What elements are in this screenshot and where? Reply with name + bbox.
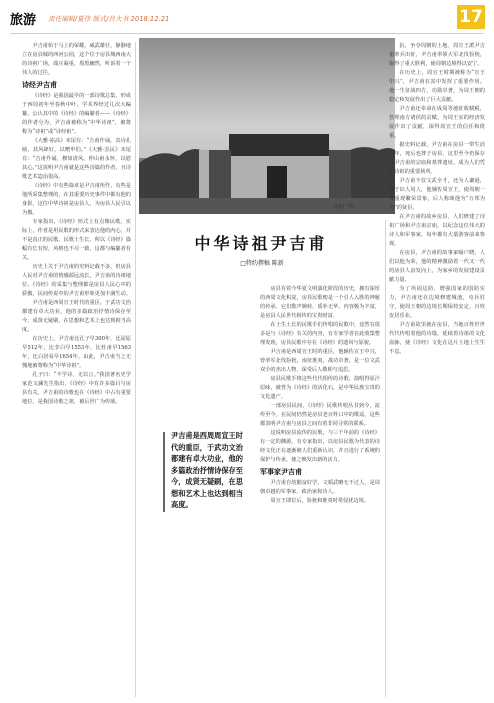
paragraph: 尹吉甫自幼勤奋好学，文韬武略无不过人，是周朝卓越的军事家、政治家和诗人。 — [260, 480, 380, 495]
paragraph: 尹吉甫还奉命在成周等地征收赋税，管理南方诸侯的贡赋，为周王室的经济发展作出了贡献，深得周宣王的信任和倚重。 — [389, 106, 485, 139]
masthead-info: 责任编辑/夏伟 版式/吕大书 2018.12.21 — [48, 15, 170, 23]
paragraph: 历史上关于尹吉甫的史料记载不多，但房县人民对尹吉甫的情感源远流长，尹吉甫的诗祖地位、《诗经》的采集与整理都是房县人民心中的骄傲，民间传说中的尹吉甫形象更加丰满生动。 — [22, 264, 131, 297]
paragraph: 为了巩固边防，增强国家的国防实力，尹吉甫还在边境修建城池，屯兵驻守，使周王朝的边境长期保持安定，百姓安居乐业。 — [389, 286, 485, 319]
paragraph: 尹吉甫故里就在房县，当地百姓世世代代传唱着他的诗篇，延续着诗祖的文化血脉，使《诗经》文化在这片土地上生生不息。 — [389, 322, 485, 355]
paragraph: 在房县，尹吉甫的故事家喻户晓，人们以他为荣，他的精神激励着一代又一代的房县人奋发向上，为家乡的发展建设贡献力量。 — [389, 250, 485, 283]
paragraph: 在尹吉甫的故乡房县，人们修建了诗祖广场和尹吉甫宗庙，以纪念这位伟大的诗人和军事家，每年都有大量游客前来参观。 — [389, 214, 485, 247]
paragraph: 《大雅·崧高》末尾有：“吉甫作诵，其诗孔硕，其风肆好，以赠申伯。”《大雅·烝民》末尾有：“吉甫作诵，穆如清风。仲山甫永怀，以慰其心。”这说明尹吉甫就是这些诗篇的作者，且诗歌艺术造诣很高。 — [22, 138, 131, 180]
header-rule — [10, 33, 484, 34]
article-byline: □特约撰稿 陈新 — [240, 260, 284, 267]
paragraph: 抗，争夺周朝的土地。周宣王派尹吉甫率兵出征，尹吉甫率领大军北伐猃狁，取得了重大胜利，使周朝边境得以安宁。 — [389, 43, 485, 67]
paragraph: 房县有着今华夏文明演化阶段的历史，拥有深厚的西周文化积淀，房县民歌便是一个引人入胜的神秘的传承。它们歌声婉转，质朴无华，内容极为丰富，是房县人民世代相传的宝贵财富。 — [260, 286, 380, 319]
paragraph: 在历史上，周宣王时期被称为“宣王中兴”，尹吉甫在其中发挥了重要作用。他一生征战四方，功勋卓著，为周王朝的稳定和发展作出了巨大贡献。 — [389, 70, 485, 103]
paragraph: 尹吉甫是西周宣王时的重臣，他辅佐宣王中兴，曾率军北伐猃狁，南征淮夷，战功卓著，是一位文武双全的杰出人物，深受后人敬仰与追思。 — [260, 349, 380, 373]
column-middle — [260, 285, 380, 697]
photo-illustration — [139, 38, 395, 214]
paragraph: 这说明房县流传的民歌，与三千年前的《诗经》有一定的渊源，有专家指出，以房县民歌为代表的诗经文化正在逐渐被人们重新认识，并且进行了系统的保护与传承，使之焕发出新的活力。 — [260, 430, 380, 463]
paragraph: 尹吉甫是西周宣王时代的重臣，于武功文治都建有卓大功业，他的多篇政治抒情诗保存至今，成贤无疑刷，在思想和艺术上也达到相当高度。 — [22, 300, 131, 333]
hero-photo — [139, 38, 395, 214]
column-right — [389, 42, 485, 697]
paragraph: 尹吉甫不仅文武全才，还为人谦逊，善于识人用人，他辅佐周宣王，使周朝一度重现繁荣景象，后人称颂他为“万邦为宪”的贤臣。 — [389, 178, 485, 211]
pull-quote-bar — [163, 432, 165, 512]
paragraph: 据史料记载，尹吉甫在房县一带生活多年，死后也葬于房县，这里至今仍保存有尹吉甫的宗庙和墓葬遗址，成为人们凭吊诗祖的重要场所。 — [389, 142, 485, 175]
paragraph: 周宣王即位后，猃狁和淮夷时常侵扰边境。 — [270, 498, 369, 504]
paragraph: 房县民歌手将这些代代相传的诗歌，演唱得原汁原味，被誉为《诗经》的活化石，是中华民族宝贵的文化遗产。 — [260, 376, 380, 400]
paragraph: 尹吉甫始于马上的荣耀，威武雄壮，静静地立在房县城的西河公园，这个位于房县城西南大的诗祖广场，端庄凝重，墨黑幽然，听诉着一个伟人的过往。 — [22, 43, 131, 76]
paragraph: 一部房县民间，《诗经》民歌传唱丛书到今，流传至今，在民间仍然是房县老百姓口中的歌谣，这些都表明尹吉甫与房县之间有着非同寻常的联系。 — [260, 403, 380, 427]
subheading: 军事家尹吉甫 — [260, 467, 302, 476]
paragraph: 《诗经》中有些篇章是尹吉甫所作，有些是他所采集整理的，在其重要历史事件中都有他的身影，这位中华诗祖是房县人，为房县人民引以为傲。 — [22, 183, 131, 216]
column-divider — [385, 220, 386, 697]
paragraph: 在土生土长的民歌手们传唱的民歌中，竟然有很多是与《诗经》有关的内容，有专家学者在此收集整理发现，房县民歌中存在《诗经》的遗风与原貌。 — [260, 322, 380, 346]
pull-quote: 尹吉甫是西周周宣王时代的重臣，于武功文治都建有卓大功业，他的多篇政治抒情诗保存至今，成贤无疑刷，在思想和艺术上也达到相当高度。 — [171, 431, 243, 509]
page-number: 17 — [457, 5, 485, 29]
section-name: 旅游 — [10, 13, 37, 28]
paragraph: 孔子曰：“不学诗，无以言。”我国著名史学家范文澜先生指出，《诗经》中有许多篇目与房县有关，尹吉甫的诗歌也在《诗经》中占有重要地位，是我国诗歌之祖，被后世广为传颂。 — [22, 372, 131, 405]
paragraph: 专家指出，《诗经》形式上有点像民歌，实际上，作者是用民歌的形式来表达他的内心，并不是真正的民歌。民歌土生长，所以《诗经》篇幅有长有短，风格也不尽一致，这都与编纂者有关。 — [22, 219, 131, 261]
subheading: 诗经尹吉甫 — [22, 80, 57, 89]
paragraph: 在历史上，尹吉甫比孔子早300年，比屈原早512年，比李白早1553年，比杜甫早1563年，比白居易早1654年。由此，尹吉甫当之无愧地被尊称为“中华诗祖”。 — [22, 336, 131, 369]
column-divider — [135, 42, 136, 697]
article-title: 中华诗祖尹吉甫 — [194, 234, 328, 253]
page-header — [0, 0, 494, 34]
paragraph: 《诗经》是我国最早的一部诗歌总集，形成于西周初年至春秋中叶，学术界经过几次大编纂，公认其中的《诗经》的编纂者——《诗经》的作者分为，尹吉甫被称为“中华诗祖”，被尊称为“诗祖”或“诗经祖”。 — [22, 93, 131, 135]
photo-caption: 诗祖广场。 — [333, 204, 359, 210]
column-left — [22, 42, 131, 697]
